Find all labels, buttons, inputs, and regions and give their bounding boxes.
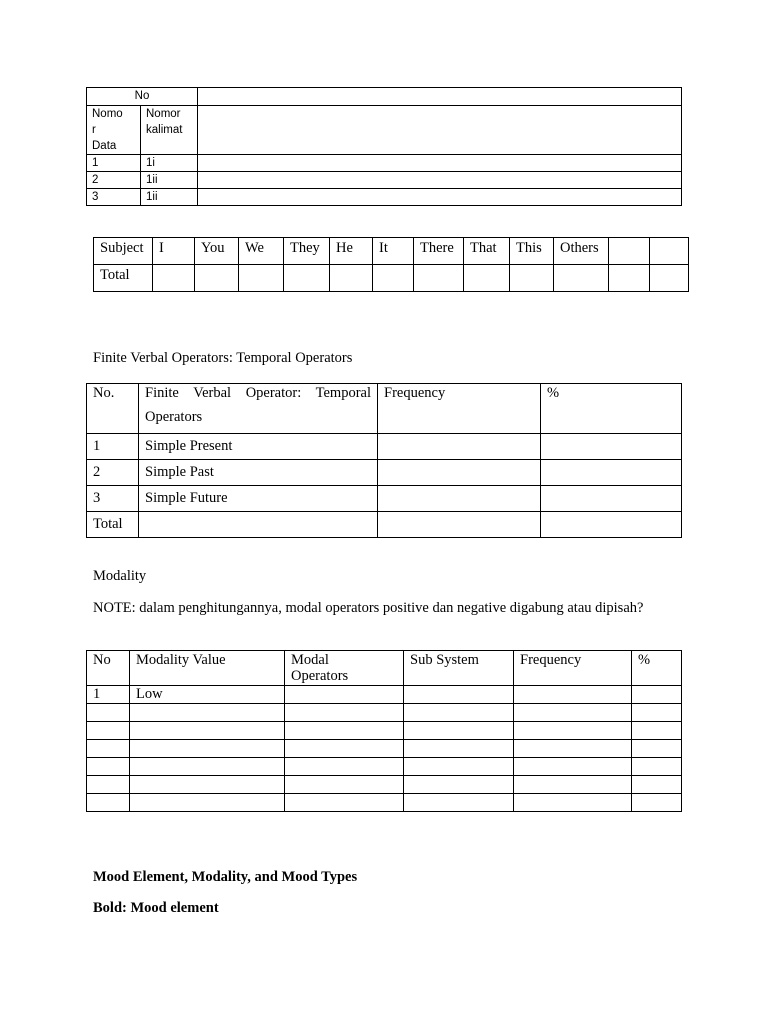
table-cell <box>541 512 682 538</box>
header-no: No. <box>87 384 139 434</box>
table-cell: Simple Future <box>139 486 378 512</box>
data-index-table <box>86 87 682 206</box>
table-cell: 3 <box>87 189 141 206</box>
table-cell: 3 <box>87 486 139 512</box>
table-cell <box>239 265 284 292</box>
table-cell: 1 <box>87 686 130 704</box>
table-cell <box>609 238 650 265</box>
table-cell <box>378 486 541 512</box>
table-cell: 2 <box>87 172 141 189</box>
header-that: That <box>464 238 510 265</box>
header-we: We <box>239 238 284 265</box>
header-others: Others <box>554 238 609 265</box>
header-operator-line1: Finite Verbal Operator: Temporal <box>145 385 371 401</box>
table-cell <box>541 486 682 512</box>
total-label: Total <box>87 512 139 538</box>
table-cell <box>404 686 514 704</box>
table-cell <box>373 265 414 292</box>
table-cell <box>198 155 682 172</box>
header-he: He <box>330 238 373 265</box>
table-row <box>87 722 682 740</box>
table-cell <box>650 265 689 292</box>
table-cell <box>284 265 330 292</box>
table-cell: Simple Present <box>139 434 378 460</box>
table-cell <box>632 686 682 704</box>
table-cell: Simple Past <box>139 460 378 486</box>
header-modality-value: Modality Value <box>130 651 285 686</box>
header-percent: % <box>541 384 682 434</box>
table-cell <box>378 512 541 538</box>
table-cell <box>198 189 682 206</box>
table-cell <box>510 265 554 292</box>
temporal-operators-table <box>86 383 682 538</box>
section-title-modality: Modality <box>93 568 147 584</box>
heading-bold-mood-element: Bold: Mood element <box>93 900 219 916</box>
table-cell <box>198 106 682 155</box>
table-cell: 1 <box>87 155 141 172</box>
table-cell: 1ii <box>141 172 198 189</box>
table-cell <box>153 265 195 292</box>
table-row <box>87 758 682 776</box>
header-i: I <box>153 238 195 265</box>
table-cell <box>541 434 682 460</box>
table-cell <box>464 265 510 292</box>
header-sub-system: Sub System <box>404 651 514 686</box>
header-frequency: Frequency <box>514 651 632 686</box>
table-cell <box>650 238 689 265</box>
table-cell <box>378 460 541 486</box>
header-you: You <box>195 238 239 265</box>
table-cell: 1ii <box>141 189 198 206</box>
table-cell <box>541 460 682 486</box>
header-no: No <box>87 651 130 686</box>
table-row <box>87 704 682 722</box>
table-cell: 1i <box>141 155 198 172</box>
header-subject: Subject <box>94 238 153 265</box>
table-cell <box>414 265 464 292</box>
table-row <box>87 776 682 794</box>
table-cell <box>554 265 609 292</box>
header-frequency: Frequency <box>378 384 541 434</box>
header-percent: % <box>632 651 682 686</box>
table-cell <box>198 88 682 106</box>
header-no: No <box>87 88 198 106</box>
modality-table <box>86 650 682 812</box>
table-cell <box>330 265 373 292</box>
header-there: There <box>414 238 464 265</box>
table-row <box>87 740 682 758</box>
heading-mood: Mood Element, Modality, and Mood Types <box>93 869 358 885</box>
section-title-temporal: Finite Verbal Operators: Temporal Operators <box>93 350 353 366</box>
table-cell: 1 <box>87 434 139 460</box>
table-cell: Low <box>130 686 285 704</box>
subject-table <box>93 237 689 292</box>
header-modal-operators: Modal Operators <box>285 651 404 686</box>
table-row <box>87 794 682 812</box>
note-text: NOTE: dalam penghitungannya, modal operators positive dan negative digabung atau dipisah? <box>93 600 644 616</box>
table-cell <box>609 265 650 292</box>
header-nomor-kalimat: Nomor kalimat <box>141 106 198 155</box>
header-this: This <box>510 238 554 265</box>
header-nomor-data: Nomo r Data <box>87 106 141 155</box>
table-cell: 2 <box>87 460 139 486</box>
header-they: They <box>284 238 330 265</box>
table-cell <box>378 434 541 460</box>
header-it: It <box>373 238 414 265</box>
table-cell <box>195 265 239 292</box>
table-cell <box>514 686 632 704</box>
table-cell <box>139 512 378 538</box>
table-cell <box>198 172 682 189</box>
header-operator-line2: Operators <box>145 409 203 425</box>
table-cell <box>285 686 404 704</box>
total-label: Total <box>94 265 153 292</box>
